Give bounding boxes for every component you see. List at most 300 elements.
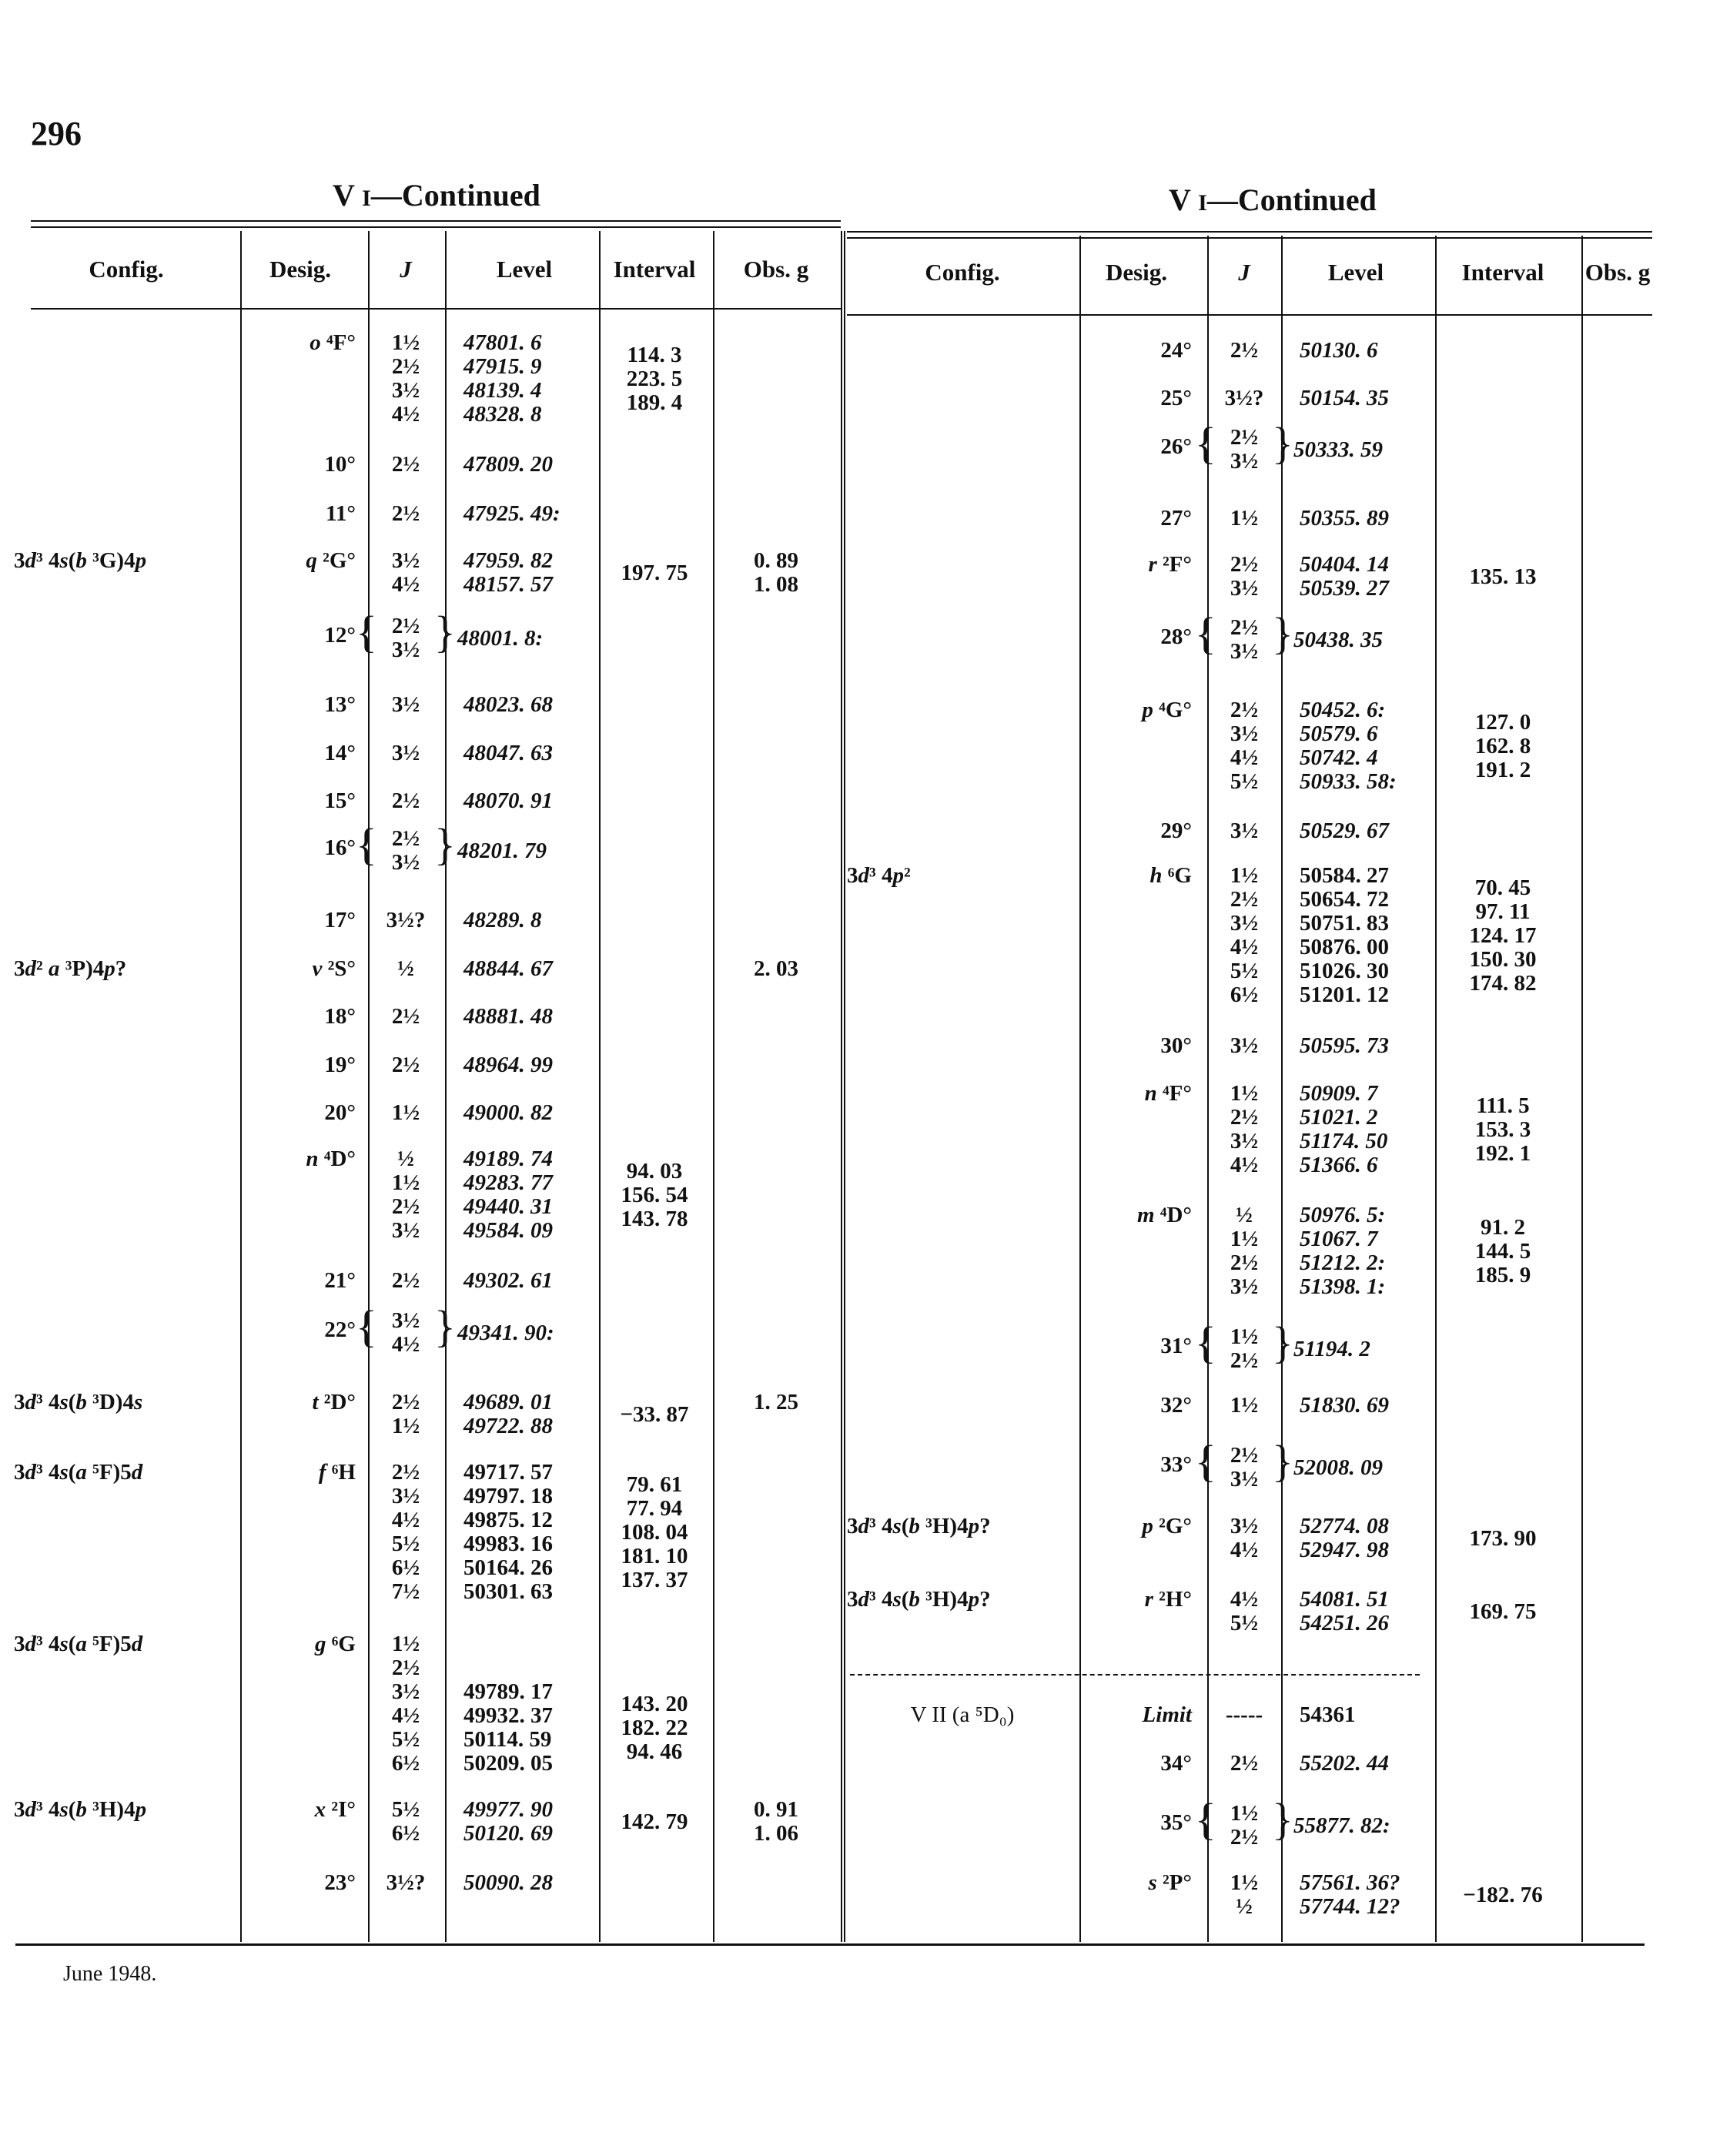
left-level-21-0: 50090. 28 [463, 1870, 553, 1895]
left-col-divider-5 [841, 231, 842, 1942]
left-level-0-1: 47915. 9 [463, 354, 542, 379]
limit-level: 54361 [1300, 1702, 1356, 1727]
top-rule-left [31, 220, 841, 222]
left-desig-12: 19° [324, 1053, 356, 1077]
right-header-level: Level [1327, 259, 1384, 286]
left-interval-18-3: 181. 10 [621, 1543, 688, 1568]
header-rule-right [847, 314, 1652, 316]
left-level-18-4: 50164. 26 [463, 1555, 553, 1580]
right-j-8-0: 1½ [1230, 863, 1259, 888]
right-desig-16: r ²H° [1144, 1587, 1192, 1612]
right-level-13-0: 51830. 69 [1300, 1393, 1389, 1418]
right-level-11-3: 51398. 1: [1300, 1274, 1386, 1299]
left-j-16-1: 4½ [391, 1332, 420, 1357]
right-level-14-0: 52008. 09 [1293, 1455, 1383, 1480]
right-interval-15-0: 173. 90 [1469, 1525, 1537, 1551]
left-level-14-2: 49440. 31 [463, 1194, 553, 1219]
right-level-5-0: 50438. 35 [1293, 628, 1383, 652]
left-j-18-4: 6½ [391, 1555, 420, 1580]
right-j-11-3: 3½ [1230, 1274, 1259, 1299]
right-desig-18: 35° [1160, 1810, 1192, 1835]
right-desig-2: 26° [1160, 434, 1192, 459]
right-interval-10-1: 153. 3 [1474, 1116, 1531, 1142]
right-desig-17: 34° [1160, 1751, 1192, 1776]
left-interval-18-1: 77. 94 [626, 1495, 683, 1521]
right-level-2-0: 50333. 59 [1293, 437, 1383, 462]
right-j-18-0: 1½ [1230, 1801, 1259, 1826]
left-desig-5: 13° [324, 692, 356, 717]
right-j-10-2: 3½ [1230, 1129, 1259, 1153]
top-rule-right [847, 231, 1652, 233]
right-interval-10-0: 111. 5 [1476, 1093, 1530, 1118]
right-config-8: 3d³ 4p² [847, 863, 911, 888]
right-brace-open-12: { [1195, 1317, 1216, 1368]
left-level-18-2: 49875. 12 [463, 1508, 553, 1532]
right-j-11-0: ½ [1236, 1203, 1253, 1227]
left-j-19-0: 1½ [391, 1632, 420, 1656]
right-level-4-0: 50404. 14 [1300, 552, 1389, 577]
left-j-20-1: 6½ [391, 1821, 420, 1846]
left-j-0-1: 2½ [391, 354, 420, 379]
left-level-6-0: 48047. 63 [463, 741, 553, 765]
left-desig-13: 20° [324, 1100, 356, 1125]
right-brace-open-14: { [1195, 1436, 1216, 1486]
left-desig-3: q ²G° [306, 548, 356, 573]
left-j-19-2: 3½ [391, 1679, 420, 1704]
left-desig-8: 16° [324, 835, 356, 860]
right-desig-9: 30° [1160, 1033, 1192, 1058]
left-level-20-1: 50120. 69 [463, 1821, 553, 1846]
right-header-interval: Interval [1461, 259, 1544, 286]
right-desig-3: 27° [1160, 506, 1192, 531]
right-desig-10: n ⁴F° [1144, 1081, 1192, 1106]
right-level-16-1: 54251. 26 [1300, 1611, 1389, 1635]
left-level-11-0: 48881. 48 [463, 1004, 553, 1029]
right-brace-close-2: } [1272, 418, 1293, 468]
right-j-19-0: 1½ [1230, 1870, 1259, 1895]
right-j-19-1: ½ [1236, 1894, 1253, 1919]
left-j-19-1: 2½ [391, 1656, 420, 1680]
right-brace-open-18: { [1195, 1794, 1216, 1844]
left-header-j: J [400, 256, 412, 283]
right-level-6-2: 50742. 4 [1300, 745, 1378, 770]
left-desig-1: 10° [324, 452, 356, 477]
right-j-2-0: 2½ [1230, 425, 1259, 450]
left-level-5-0: 48023. 68 [463, 692, 553, 717]
right-interval-8-4: 174. 82 [1469, 970, 1537, 996]
left-desig-14: n ⁴D° [306, 1147, 356, 1171]
right-j-10-3: 4½ [1230, 1153, 1259, 1177]
left-col-divider-2 [445, 231, 447, 1942]
top-rule-right-2 [847, 237, 1652, 239]
right-level-16-0: 54081. 51 [1300, 1587, 1389, 1612]
left-desig-10: v ²S° [312, 956, 356, 981]
left-desig-11: 18° [324, 1004, 356, 1029]
right-interval-11-2: 185. 9 [1474, 1262, 1531, 1287]
right-interval-4-0: 135. 13 [1469, 564, 1537, 589]
left-j-21-0: 3½? [386, 1870, 426, 1895]
left-config-20: 3d³ 4s(b ³H)4p [14, 1797, 147, 1822]
bottom-rule [15, 1943, 1645, 1946]
left-level-20-0: 49977. 90 [463, 1797, 553, 1822]
left-j-14-0: ½ [397, 1147, 414, 1171]
right-level-8-5: 51201. 12 [1300, 983, 1389, 1007]
right-desig-5: 28° [1160, 624, 1192, 649]
right-j-4-0: 2½ [1230, 552, 1259, 577]
left-col-divider-1 [368, 231, 370, 1942]
right-interval-6-2: 191. 2 [1474, 757, 1531, 782]
right-level-8-1: 50654. 72 [1300, 887, 1389, 912]
left-j-3-1: 4½ [391, 572, 420, 597]
right-interval-11-0: 91. 2 [1481, 1214, 1525, 1240]
left-header-level: Level [496, 256, 553, 283]
right-interval-8-0: 70. 45 [1474, 875, 1531, 900]
left-j-9-0: 3½? [386, 908, 426, 932]
left-level-19-3: 49932. 37 [463, 1703, 553, 1728]
right-level-10-0: 50909. 7 [1300, 1081, 1378, 1106]
left-col-divider-0 [240, 231, 242, 1942]
left-brace-open-8: { [356, 819, 377, 869]
right-header-j: J [1238, 259, 1250, 286]
left-level-14-3: 49584. 09 [463, 1218, 553, 1243]
left-level-18-0: 49717. 57 [463, 1460, 553, 1485]
left-interval-0-1: 223. 5 [626, 366, 683, 391]
left-interval-20-0: 142. 79 [621, 1809, 688, 1834]
right-col-divider-2 [1281, 236, 1283, 1942]
left-config-19: 3d³ 4s(a ⁵F)5d [14, 1632, 143, 1656]
right-header-config: Config. [925, 259, 1000, 286]
left-j-1-0: 2½ [391, 452, 420, 477]
right-j-15-1: 4½ [1230, 1538, 1259, 1562]
left-level-13-0: 49000. 82 [463, 1100, 553, 1125]
left-j-14-2: 2½ [391, 1194, 420, 1219]
right-j-18-1: 2½ [1230, 1825, 1259, 1850]
left-desig-2: 11° [326, 501, 356, 526]
right-j-6-0: 2½ [1230, 698, 1259, 722]
left-level-18-5: 50301. 63 [463, 1579, 553, 1604]
left-desig-6: 14° [324, 741, 356, 765]
left-brace-close-4: } [434, 607, 456, 657]
right-j-6-3: 5½ [1230, 769, 1259, 794]
left-g-10-0: 2. 03 [754, 956, 798, 981]
left-j-19-5: 6½ [391, 1751, 420, 1776]
right-j-14-1: 3½ [1230, 1467, 1259, 1491]
right-brace-open-5: { [1195, 608, 1216, 658]
left-header-interval: Interval [613, 256, 696, 283]
right-j-0-0: 2½ [1230, 338, 1259, 363]
left-level-17-0: 49689. 01 [463, 1390, 553, 1414]
right-level-10-2: 51174. 50 [1300, 1129, 1388, 1153]
left-interval-18-0: 79. 61 [626, 1471, 683, 1497]
right-level-7-0: 50529. 67 [1300, 819, 1389, 843]
left-interval-18-4: 137. 37 [621, 1567, 688, 1592]
limit-separator [850, 1674, 1420, 1676]
left-j-19-3: 4½ [391, 1703, 420, 1728]
left-level-18-1: 49797. 18 [463, 1484, 553, 1508]
left-desig-7: 15° [324, 788, 356, 813]
right-j-5-1: 3½ [1230, 639, 1259, 664]
right-title-suffix: —Continued [1206, 182, 1377, 217]
left-interval-14-2: 143. 78 [621, 1206, 688, 1231]
left-level-17-1: 49722. 88 [463, 1414, 553, 1438]
right-j-16-1: 5½ [1230, 1611, 1259, 1635]
left-j-8-0: 2½ [391, 826, 420, 851]
right-j-10-1: 2½ [1230, 1105, 1259, 1130]
right-interval-16-0: 169. 75 [1469, 1599, 1537, 1624]
right-level-10-3: 51366. 6 [1300, 1153, 1378, 1177]
left-interval-0-2: 189. 4 [626, 390, 683, 415]
left-j-18-1: 3½ [391, 1484, 420, 1508]
right-config-16: 3d³ 4s(b ³H)4p? [847, 1587, 991, 1612]
left-level-19-5: 50209. 05 [463, 1751, 553, 1776]
right-desig-19: s ²P° [1148, 1870, 1192, 1895]
right-interval-19-0: −182. 76 [1463, 1882, 1543, 1907]
right-table-title [1169, 182, 1377, 218]
right-level-17-0: 55202. 44 [1300, 1751, 1389, 1776]
left-j-10-0: ½ [397, 956, 414, 981]
right-j-6-2: 4½ [1230, 745, 1259, 770]
left-title-spec: V [333, 178, 355, 213]
left-j-18-2: 4½ [391, 1508, 420, 1532]
left-level-3-1: 48157. 57 [463, 572, 553, 597]
right-j-8-2: 3½ [1230, 911, 1259, 936]
left-level-7-0: 48070. 91 [463, 788, 553, 813]
left-brace-close-16: } [434, 1301, 456, 1351]
right-j-12-1: 2½ [1230, 1348, 1259, 1373]
left-desig-18: f ⁶H [318, 1460, 356, 1485]
left-g-3-1: 1. 08 [754, 572, 798, 597]
right-j-17-0: 2½ [1230, 1751, 1259, 1776]
left-desig-19: g ⁶G [314, 1632, 356, 1656]
right-level-8-0: 50584. 27 [1300, 863, 1389, 888]
left-j-15-0: 2½ [391, 1268, 420, 1293]
right-desig-12: 31° [1160, 1334, 1192, 1358]
right-interval-8-3: 150. 30 [1469, 946, 1537, 972]
right-level-11-1: 51067. 7 [1300, 1227, 1378, 1251]
right-level-18-0: 55877. 82: [1293, 1813, 1390, 1838]
left-interval-14-0: 94. 03 [626, 1158, 683, 1183]
page-number: 296 [31, 115, 82, 152]
left-level-3-0: 47959. 82 [463, 548, 553, 573]
right-level-10-1: 51021. 2 [1300, 1105, 1378, 1130]
left-j-0-0: 1½ [391, 330, 420, 355]
right-j-3-0: 1½ [1230, 506, 1259, 531]
right-level-3-0: 50355. 89 [1300, 506, 1389, 531]
right-level-6-0: 50452. 6: [1300, 698, 1386, 722]
left-brace-open-16: { [356, 1301, 377, 1351]
left-j-5-0: 3½ [391, 692, 420, 717]
left-j-0-3: 4½ [391, 402, 420, 427]
left-j-3-0: 3½ [391, 548, 420, 573]
left-desig-16: 22° [324, 1317, 356, 1342]
header-rule-left [31, 308, 841, 310]
left-col-divider-4 [713, 231, 714, 1942]
right-header-desig: Desig. [1105, 259, 1168, 286]
left-level-18-3: 49983. 16 [463, 1532, 553, 1556]
right-j-16-0: 4½ [1230, 1587, 1259, 1612]
right-title-ion: I [1198, 190, 1207, 216]
left-level-1-0: 47809. 20 [463, 452, 553, 477]
right-j-15-0: 3½ [1230, 1514, 1259, 1538]
top-rule-left-2 [31, 226, 841, 228]
left-j-8-1: 3½ [391, 850, 420, 875]
right-j-8-4: 5½ [1230, 959, 1259, 983]
left-brace-close-8: } [434, 819, 456, 869]
left-g-20-0: 0. 91 [754, 1797, 798, 1822]
right-level-19-1: 57744. 12? [1300, 1894, 1400, 1919]
left-header-desig: Desig. [269, 256, 332, 283]
left-j-0-2: 3½ [391, 378, 420, 403]
left-j-18-0: 2½ [391, 1460, 420, 1485]
left-brace-open-4: { [356, 607, 377, 657]
left-interval-19-2: 143. 20 [621, 1691, 688, 1716]
left-level-19-2: 49789. 17 [463, 1679, 553, 1704]
limit-j: ----- [1225, 1702, 1263, 1727]
right-config-15: 3d³ 4s(b ³H)4p? [847, 1514, 991, 1538]
left-header-config: Config. [89, 256, 164, 283]
right-level-4-1: 50539. 27 [1300, 576, 1389, 601]
left-j-13-0: 1½ [391, 1100, 420, 1125]
left-level-8-0: 48201. 79 [457, 839, 547, 863]
left-j-16-0: 3½ [391, 1308, 420, 1333]
left-title-ion: I [362, 186, 371, 211]
right-brace-open-2: { [1195, 418, 1216, 468]
right-j-8-3: 4½ [1230, 935, 1259, 959]
left-level-16-0: 49341. 90: [457, 1321, 554, 1345]
left-j-19-4: 5½ [391, 1727, 420, 1752]
left-j-2-0: 2½ [391, 501, 420, 526]
left-header-obs_g: Obs. g [743, 256, 809, 283]
right-desig-7: 29° [1160, 819, 1192, 843]
left-desig-21: 23° [324, 1870, 356, 1895]
right-interval-6-1: 162. 8 [1474, 733, 1531, 758]
right-level-8-3: 50876. 00 [1300, 935, 1389, 959]
right-desig-8: h ⁶G [1149, 863, 1192, 888]
right-interval-8-1: 97. 11 [1475, 899, 1531, 924]
left-interval-19-4: 94. 46 [626, 1739, 683, 1764]
left-interval-14-1: 156. 54 [621, 1182, 688, 1207]
right-interval-10-2: 192. 1 [1474, 1140, 1531, 1166]
left-level-0-2: 48139. 4 [463, 378, 542, 403]
left-desig-20: x ²I° [314, 1797, 356, 1822]
left-j-6-0: 3½ [391, 741, 420, 765]
left-level-4-0: 48001. 8: [457, 626, 544, 651]
right-desig-13: 32° [1160, 1393, 1192, 1418]
limit-desig: Limit [1142, 1702, 1192, 1727]
left-j-18-5: 7½ [391, 1579, 420, 1604]
right-level-8-4: 51026. 30 [1300, 959, 1389, 983]
right-level-6-1: 50579. 6 [1300, 721, 1378, 746]
right-j-4-1: 3½ [1230, 576, 1259, 601]
left-interval-19-3: 182. 22 [621, 1715, 688, 1740]
left-j-18-3: 5½ [391, 1532, 420, 1556]
right-header-obs_g: Obs. g [1584, 259, 1651, 286]
right-desig-0: 24° [1160, 338, 1192, 363]
left-level-15-0: 49302. 61 [463, 1268, 553, 1293]
left-j-4-0: 2½ [391, 614, 420, 638]
left-level-12-0: 48964. 99 [463, 1053, 553, 1077]
right-level-0-0: 50130. 6 [1300, 338, 1378, 363]
right-desig-14: 33° [1160, 1452, 1192, 1477]
right-level-19-0: 57561. 36? [1300, 1870, 1400, 1895]
left-config-17: 3d³ 4s(b ³D)4s [14, 1390, 143, 1414]
left-desig-17: t ²D° [312, 1390, 356, 1414]
right-j-5-0: 2½ [1230, 615, 1259, 640]
left-level-14-1: 49283. 77 [463, 1170, 553, 1195]
left-g-17-0: 1. 25 [754, 1390, 798, 1414]
left-level-0-0: 47801. 6 [463, 330, 542, 355]
right-level-15-1: 52947. 98 [1300, 1538, 1389, 1562]
left-interval-17-0: −33. 87 [620, 1401, 689, 1427]
left-level-10-0: 48844. 67 [463, 956, 553, 981]
right-desig-11: m ⁴D° [1136, 1203, 1192, 1227]
right-level-15-0: 52774. 08 [1300, 1514, 1389, 1538]
limit-config: V II (a ⁵D₀) [910, 1702, 1015, 1727]
left-title-suffix: —Continued [370, 178, 540, 213]
right-level-8-2: 50751. 83 [1300, 911, 1389, 936]
left-level-0-3: 48328. 8 [463, 402, 542, 427]
left-g-3-0: 0. 89 [754, 548, 798, 573]
right-j-12-0: 1½ [1230, 1324, 1259, 1349]
right-j-11-2: 2½ [1230, 1250, 1259, 1275]
left-desig-15: 21° [324, 1268, 356, 1293]
left-level-14-0: 49189. 74 [463, 1147, 553, 1171]
left-level-19-4: 50114. 59 [463, 1727, 552, 1752]
right-j-11-1: 1½ [1230, 1227, 1259, 1251]
left-g-20-1: 1. 06 [754, 1821, 798, 1846]
right-interval-6-0: 127. 0 [1474, 709, 1531, 735]
right-brace-close-5: } [1272, 608, 1293, 658]
left-config-3: 3d³ 4s(b ³G)4p [14, 548, 147, 573]
right-j-14-0: 2½ [1230, 1443, 1259, 1468]
left-table-title [333, 177, 540, 213]
left-j-7-0: 2½ [391, 788, 420, 813]
left-j-17-0: 2½ [391, 1390, 420, 1414]
right-brace-close-14: } [1272, 1436, 1293, 1486]
left-config-10: 3d² a ³P)4p? [14, 956, 127, 981]
left-desig-9: 17° [324, 908, 356, 932]
left-j-4-1: 3½ [391, 638, 420, 662]
left-config-18: 3d³ 4s(a ⁵F)5d [14, 1460, 143, 1485]
right-j-8-1: 2½ [1230, 887, 1259, 912]
right-j-8-5: 6½ [1230, 983, 1259, 1007]
right-desig-1: 25° [1160, 386, 1192, 410]
right-col-divider-4 [1581, 236, 1583, 1942]
right-j-6-1: 3½ [1230, 721, 1259, 746]
right-title-spec: V [1169, 182, 1191, 217]
right-desig-6: p ⁴G° [1142, 698, 1192, 722]
left-desig-4: 12° [324, 623, 356, 648]
left-j-14-1: 1½ [391, 1170, 420, 1195]
right-brace-close-18: } [1272, 1794, 1293, 1844]
right-level-6-3: 50933. 58: [1300, 769, 1397, 794]
left-interval-0-0: 114. 3 [627, 342, 682, 367]
right-j-2-1: 3½ [1230, 449, 1259, 474]
right-col-divider-1 [1207, 236, 1209, 1942]
right-j-1-0: 3½? [1224, 386, 1264, 410]
right-desig-4: r ²F° [1148, 552, 1192, 577]
right-level-11-0: 50976. 5: [1300, 1203, 1386, 1227]
right-j-7-0: 3½ [1230, 819, 1259, 843]
right-interval-11-1: 144. 5 [1474, 1238, 1531, 1264]
footer-date: June 1948. [63, 1962, 157, 1986]
left-j-12-0: 2½ [391, 1053, 420, 1077]
right-level-1-0: 50154. 35 [1300, 386, 1389, 410]
right-j-9-0: 3½ [1230, 1033, 1259, 1058]
right-level-11-2: 51212. 2: [1300, 1250, 1386, 1275]
right-j-13-0: 1½ [1230, 1393, 1259, 1418]
right-level-9-0: 50595. 73 [1300, 1033, 1389, 1058]
